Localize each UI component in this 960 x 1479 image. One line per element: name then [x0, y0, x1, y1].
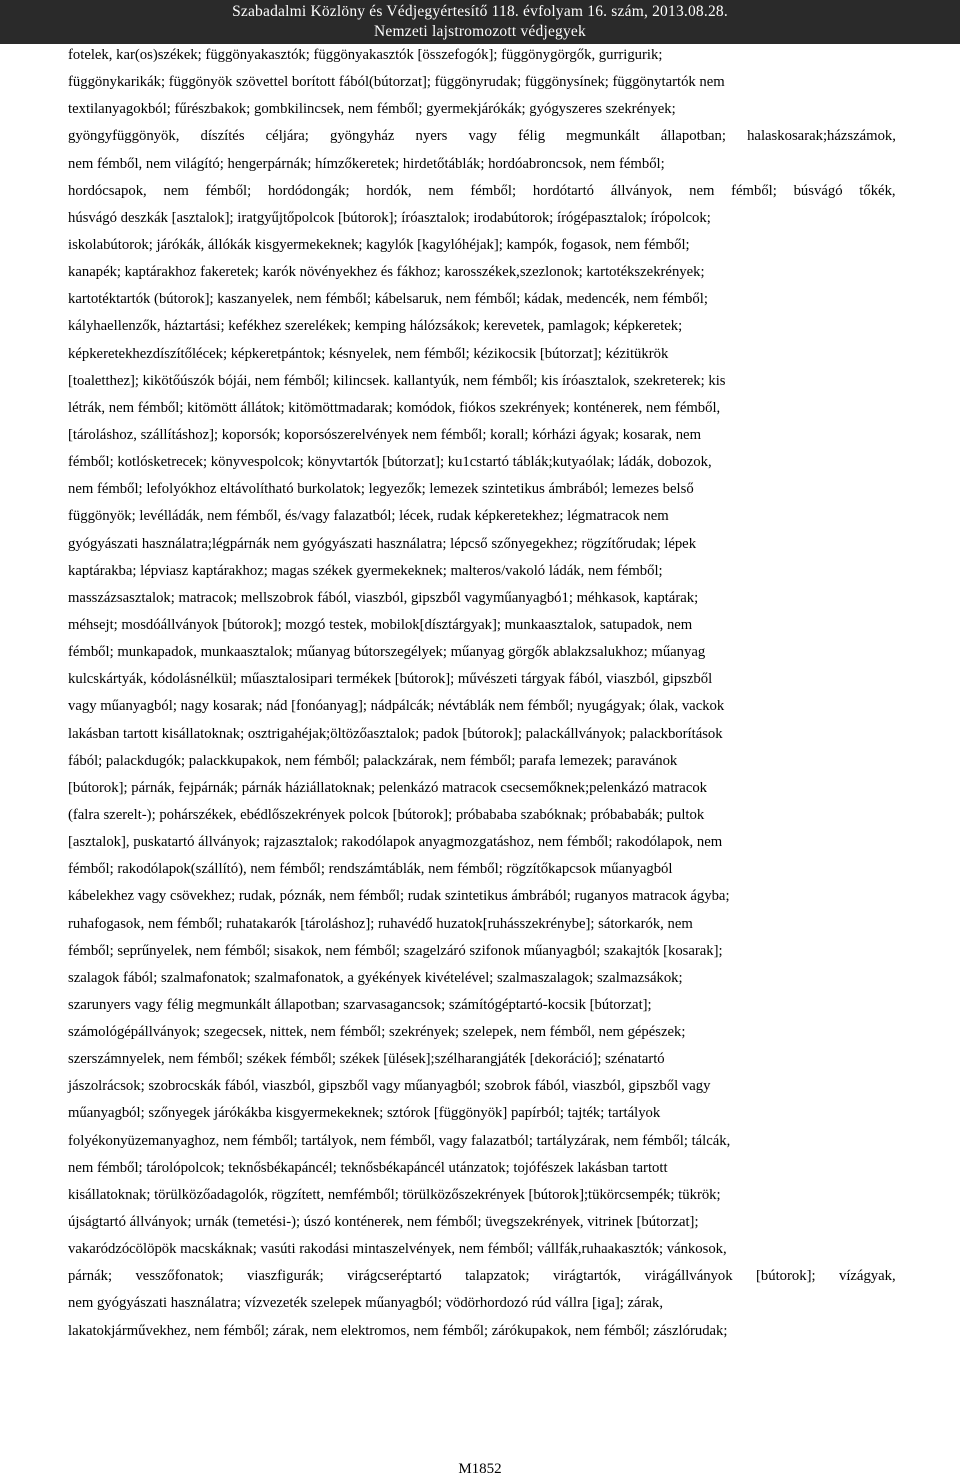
- text-line: nem fémből; lefolyókhoz eltávolítható burkolatok; legyezők; lemezek szintetikus ámbrából; lemezes belső: [68, 481, 694, 498]
- text-line: fémből; kotlósketrecek; könyvespolcok; könyvtartók [bútorzat]; ku1cstartó táblák;kutyaólak; ládák, dobozok,: [68, 454, 712, 471]
- text-line: vagy műanyagból; nagy kosarak; nád [fonóanyag]; nádpálcák; névtáblák nem fémből; nyugágyak; ólak, vackok: [68, 698, 725, 715]
- text-line: húsvágó deszkák [asztalok]; iratgyűjtőpolcok [bútorok]; íróasztalok; irodabútorok; írógépasztalok; írópolcok;: [68, 209, 711, 226]
- text-line: szalagok fából; szalmafonatok; szalmafonatok, a gyékények kivételével; szalmaszalagok; szalmazsákok;: [68, 969, 683, 986]
- text-line: nem fémből, nem világító; hengerpárnák; hímzőkeretek; hirdetőtáblák; hordóabroncsok, nem fémből;: [68, 155, 665, 172]
- text-line: párnák; vesszőfonatok; viaszfigurák; virágcseréptartó talapzatok; virágtartók, virágállványok [bútorok]; vízágyak,: [68, 1268, 896, 1285]
- text-line: (falra szerelt-); pohárszékek, ebédlőszekrények polcok [bútorok]; próbababa szabóknak; próbababák; pultok: [68, 806, 705, 823]
- text-line: fémből; rakodólapok(szállító), nem fémből; rendszámtáblák, nem fémből; rögzítőkapcsok műanyagból: [68, 861, 673, 878]
- text-line: műanyagból; szőnyegek járókákba kisgyermekeknek; sztórok [függönyök] papírból; tajték; tartályok: [68, 1105, 661, 1122]
- text-line: méhsejt; mosdóállványok [bútorok]; mozgó testek, mobilok[dísztárgyak]; munkaasztalok, satupadok, nem: [68, 616, 693, 633]
- text-line: jászolrácsok; szobrocskák fából, viaszból, gipszből vagy műanyagból; szobrok fából, viaszból, gipszből vagy: [68, 1078, 711, 1095]
- text-line: iskolabútorok; járókák, állókák kisgyermekeknek; kagylók [kagylóhéjak]; kampók, fogasok, nem fémből;: [68, 236, 690, 253]
- text-line: vakaródzócölöpök macskáknak; vasúti rakodási mintaszelvények, nem fémből; vállfák,ruhaakasztók; vánkosok,: [68, 1241, 727, 1258]
- text-line: kábelekhez vagy csövekhez; rudak, póznák, nem fémből; rudak szintetikus ámbrából; ruganyos matracok ágyba;: [68, 888, 730, 905]
- text-line: [asztalok], puskatartó állványok; rajzasztalok; rakodólapok anyagmozgatáshoz, nem fémből; rakodólapok, nem: [68, 834, 723, 851]
- text-line: nem fémből; tárolópolcok; teknősbékapáncél; teknősbékapáncél utánzatok; tojófészek lakásban tartott: [68, 1159, 668, 1176]
- text-line: képkeretekhezdíszítőlécek; képkeretpántok; késnyelek, nem fémből; kézikocsik [bútorzat]; kézitükrök: [68, 345, 669, 362]
- text-line: nem gyógyászati használatra; vízvezeték szelepek műanyagból; vödörhordozó rúd vállra [iga]; zárak,: [68, 1295, 664, 1312]
- text-line: textilanyagokból; fűrészbakok; gombkilincsek, nem fémből; gyermekjárókák; gyógyszeres szekrények;: [68, 101, 676, 118]
- text-line: fotelek, kar(os)székek; függönyakasztók; függönyakasztók [összefogók]; függönygörgők, gurrigurik;: [68, 47, 663, 63]
- text-line: szerszámnyelek, nem fémből; székek fémből; székek [ülések];szélharangjáték [dekoráció]; szénatartó: [68, 1051, 665, 1068]
- text-line: létrák, nem fémből; kitömött állátok; kitömöttmadarak; komódok, fiókos szekrények; konténerek, nem fémből,: [68, 399, 721, 416]
- text-line: folyékonyüzemanyaghoz, nem fémből; tartályok, nem fémből, vagy falazatból; tartályzárak, nem fémből; tálcák,: [68, 1132, 731, 1149]
- text-line: [tároláshoz, szállításhoz]; koporsók; koporsószerelvények nem fémből; korall; kórházi ágyak; kosarak, nem: [68, 426, 701, 443]
- text-line: függönyök; levélládák, nem fémből, és/vagy falazatból; lécek, rudak képkeretekhez; légmatracok nem: [68, 508, 669, 525]
- text-line: lakásban tartott kisállatoknak; osztrigahéjak;öltözőasztalok; padok [bútorok]; palackállványok; palackborítások: [68, 725, 723, 742]
- text-line: fémből; seprűnyelek, nem fémből; sisakok, nem fémből; szagelzáró szifonok műanyagból; szakajtók [kosarak];: [68, 942, 723, 959]
- text-line: kanapék; kaptárakhoz fakeretek; karók növényekhez és fákhoz; karosszékek,szezlonok; kartotékszekrények;: [68, 264, 705, 281]
- text-line: kisállatoknak; törülközőadagolók, rögzített, nemfémből; törülközőszekrények [bútorok];tükörcsempék; tükrök;: [68, 1186, 721, 1203]
- page-number: M1852: [458, 1461, 502, 1477]
- publication-title: Szabadalmi Közlöny és Védjegyértesítő 118. évfolyam 16. szám, 2013.08.28.: [232, 3, 728, 20]
- text-line: ruhafogasok, nem fémből; ruhatakarók [tároláshoz]; ruhavédő huzatok[ruhásszekrénybe]; sátorkarók, nem: [68, 915, 693, 932]
- text-line: gyöngyfüggönyök, díszítés céljára; gyöngyház nyers vagy félig megmunkált állapotban; halaskosarak;házszámok,: [68, 128, 896, 145]
- text-line: fából; palackdugók; palackkupakok, nem fémből; palackzárak, nem fémből; parafa lemezek; paravánok: [68, 752, 678, 769]
- section-title: Nemzeti lajstromozott védjegyek: [374, 23, 586, 40]
- text-line: kaptárakba; lépviasz kaptárakhoz; magas székek gyermekeknek; malteros/vakoló ládák, nem fémből;: [68, 562, 663, 579]
- text-line: szarunyers vagy félig megmunkált állapotban; szarvasagancsok; számítógéptartó-kocsik [bútorzat];: [68, 996, 652, 1013]
- document-body: [68, 42, 896, 1345]
- text-line: gyógyászati használatra;légpárnák nem gyógyászati használatra; lépcső szőnyegekhez; rögzítőrudak; lépek: [68, 535, 697, 552]
- text-line: fémből; munkapadok, munkaasztalok; műanyag bútorszegélyek; műanyag görgők ablakzsalukhoz; műanyag: [68, 644, 706, 661]
- text-line: hordócsapok, nem fémből; hordódongák; hordók, nem fémből; hordótartó állványok, nem fémből; búsvágó tőkék,: [68, 182, 896, 199]
- text-line: [bútorok]; párnák, fejpárnák; párnák háziállatoknak; pelenkázó matracok csecsemőknek;pelenkázó matracok: [68, 779, 708, 796]
- text-line: újságtartó állványok; urnák (temetési-); úszó konténerek, nem fémből; üvegszekrények, vitrinek [bútorzat];: [68, 1214, 699, 1231]
- text-line: kulcskártyák, kódolásnélkül; műasztalosipari termékek [bútorok]; művészeti tárgyak fából, viaszból, gipszből: [68, 671, 713, 688]
- text-line: számológépállványok; szegecsek, nittek, nem fémből; szekrények; szelepek, nem fémből, nem gépészek;: [68, 1024, 686, 1041]
- page-header: [0, 0, 960, 44]
- text-line: lakatokjárművekhez, nem fémből; zárak, nem elektromos, nem fémből; zárókupakok, nem fémből; zászlórudak;: [68, 1322, 728, 1339]
- text-line: kartotéktartók (bútorok]; kaszanyelek, nem fémből; kábelsaruk, nem fémből; kádak, medencék, nem fémből;: [68, 291, 708, 308]
- text-line: masszázsasztalok; matracok; mellszobrok fából, viaszból, gipszből vagyműanyagbó1; méhkasok, kaptárak;: [68, 589, 699, 606]
- text-line: [toaletthez]; kikötőúszók bójái, nem fémből; kilincsek. kallantyúk, nem fémből; kis íróasztalok, szekreterek; kis: [68, 372, 726, 389]
- text-line: kályhaellenzők, háztartási; kefékhez szerelékek; kemping hálózsákok; kerevetek, pamlagok; képkeretek;: [68, 318, 683, 335]
- text-line: függönykarikák; függönyök szövettel borított fából(bútorzat]; függönyrudak; függönysínek; függönytartók nem: [68, 74, 725, 91]
